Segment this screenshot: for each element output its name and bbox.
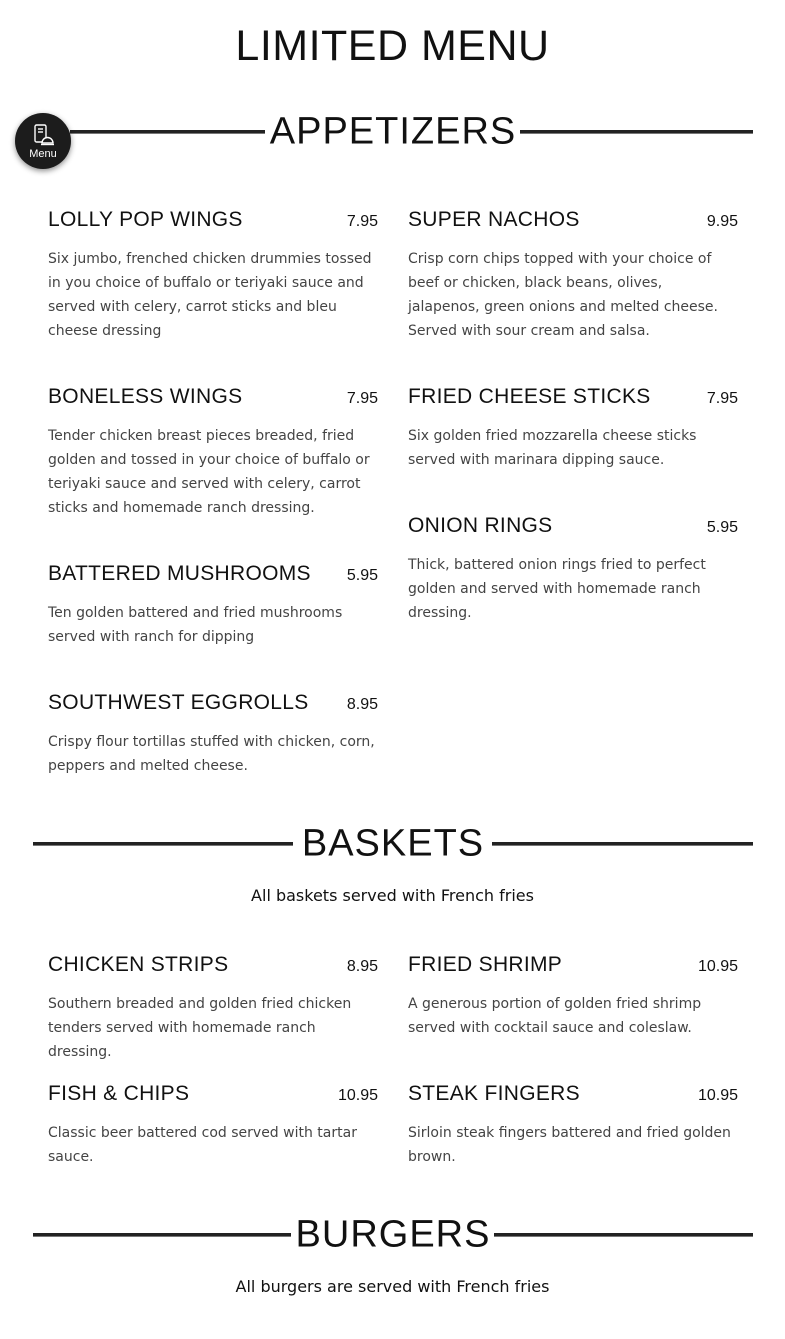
item-price: 7.95 [346, 213, 378, 230]
section-title-appetizers: APPETIZERS [269, 110, 517, 153]
item-description: Six jumbo, frenched chicken drummies tossed in you choice of buffalo or teriyaki sauce and served with celery, carrot sticks and bleu cheese dressing [48, 251, 372, 339]
menu-item-chicken-strips [48, 953, 378, 1064]
item-name: ONION RINGS [408, 514, 553, 537]
item-price: 8.95 [346, 958, 378, 975]
item-name: STEAK FINGERS [408, 1082, 580, 1105]
item-price: 8.95 [346, 696, 378, 713]
page-title: LIMITED MENU [235, 22, 550, 70]
item-name: BATTERED MUSHROOMS [48, 562, 311, 585]
menu-item-steak-fingers [408, 1082, 738, 1169]
menu-item-battered-mushrooms [48, 562, 378, 649]
burgers-header [33, 1205, 753, 1265]
item-price: 10.95 [697, 958, 738, 975]
item-name: FISH & CHIPS [48, 1082, 190, 1105]
divider-right [520, 130, 753, 134]
item-price: 7.95 [346, 390, 378, 407]
item-name: SUPER NACHOS [408, 208, 580, 231]
item-name: LOLLY POP WINGS [48, 208, 243, 231]
item-name: SOUTHWEST EGGROLLS [48, 691, 309, 714]
menu-item-southwest-eggrolls [48, 691, 378, 778]
item-description: Classic beer battered cod served with tartar sauce. [48, 1125, 357, 1165]
item-price: 10.95 [697, 1087, 738, 1104]
menu-item-boneless-wings [48, 385, 378, 520]
appetizers-header [33, 102, 753, 162]
item-description: Crispy flour tortillas stuffed with chicken, corn, peppers and melted cheese. [48, 734, 375, 774]
item-price: 10.95 [337, 1087, 378, 1104]
item-description: Sirloin steak fingers battered and fried golden brown. [408, 1125, 731, 1165]
item-name: BONELESS WINGS [48, 385, 243, 408]
section-title-burgers: BURGERS [295, 1213, 491, 1256]
item-price: 5.95 [706, 519, 738, 536]
item-description: Ten golden battered and fried mushrooms served with ranch for dipping [48, 605, 343, 645]
item-price: 5.95 [346, 567, 378, 584]
item-description: Tender chicken breast pieces breaded, fried golden and tossed in your choice of buffalo or teriyaki sauce and served with celery, carrot sticks and homemade ranch dressing. [48, 428, 370, 516]
divider-right [494, 1233, 753, 1237]
menu-button[interactable] [15, 113, 71, 169]
baskets-header [33, 814, 753, 874]
item-name: FRIED CHEESE STICKS [408, 385, 651, 408]
menu-item-fried-cheese-sticks [408, 385, 738, 472]
item-name: CHICKEN STRIPS [48, 953, 229, 976]
menu-book-icon [31, 123, 55, 147]
menu-item-fried-shrimp [408, 953, 738, 1040]
menu-item-lolly-pop-wings [48, 208, 378, 343]
menu-item-super-nachos [408, 208, 738, 343]
item-price: 7.95 [706, 390, 738, 407]
item-description: Thick, battered onion rings fried to perfect golden and served with homemade ranch dressing. [408, 557, 706, 621]
menu-button-label: Menu [29, 147, 57, 160]
burgers-note: All burgers are served with French fries [235, 1277, 550, 1296]
item-description: Southern breaded and golden fried chicken tenders served with homemade ranch dressing. [48, 996, 352, 1060]
menu-item-onion-rings [408, 514, 738, 625]
baskets-note: All baskets served with French fries [251, 886, 534, 905]
divider-right [492, 842, 753, 846]
item-price: 9.95 [706, 213, 738, 230]
menu-item-fish-chips [48, 1082, 378, 1169]
section-title-baskets: BASKETS [301, 822, 485, 865]
item-name: FRIED SHRIMP [408, 953, 563, 976]
item-description: Six golden fried mozzarella cheese sticks served with marinara dipping sauce. [408, 428, 697, 468]
item-description: Crisp corn chips topped with your choice of beef or chicken, black beans, olives, jalapenos, green onions and melted cheese. Served with sour cream and salsa. [408, 251, 718, 339]
item-description: A generous portion of golden fried shrimp served with cocktail sauce and coleslaw. [408, 996, 702, 1036]
